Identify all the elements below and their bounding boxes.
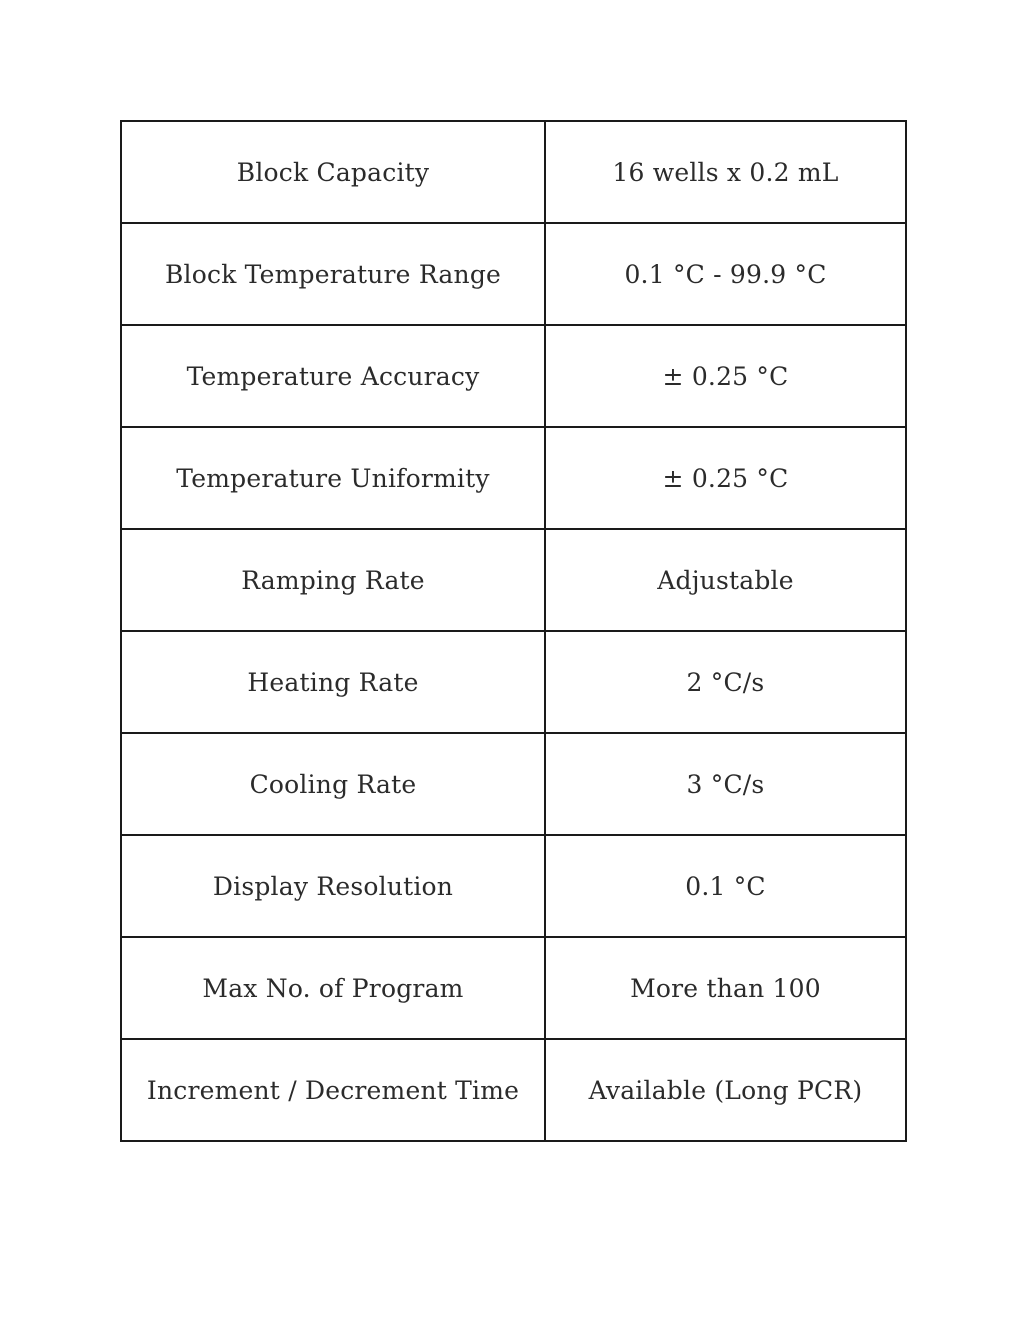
table-row (121, 631, 906, 733)
spec-value-temperature-uniformity: ± 0.25 °C (545, 427, 906, 529)
spec-label-block-capacity: Block Capacity (121, 121, 545, 223)
spec-value-increment-decrement-time: Available (Long PCR) (545, 1039, 906, 1141)
spec-value-display-resolution: 0.1 °C (545, 835, 906, 937)
spec-value-ramping-rate: Adjustable (545, 529, 906, 631)
spec-label-block-temperature-range: Block Temperature Range (121, 223, 545, 325)
table-row (121, 1039, 906, 1141)
spec-value-block-temperature-range: 0.1 °C - 99.9 °C (545, 223, 906, 325)
spec-value-block-capacity: 16 wells x 0.2 mL (545, 121, 906, 223)
spec-label-temperature-accuracy: Temperature Accuracy (121, 325, 545, 427)
specifications-table (120, 120, 907, 1142)
spec-label-increment-decrement-time: Increment / Decrement Time (121, 1039, 545, 1141)
table-row (121, 427, 906, 529)
spec-label-temperature-uniformity: Temperature Uniformity (121, 427, 545, 529)
table-row (121, 835, 906, 937)
spec-value-max-no-of-program: More than 100 (545, 937, 906, 1039)
spec-label-max-no-of-program: Max No. of Program (121, 937, 545, 1039)
table-row (121, 223, 906, 325)
spec-value-temperature-accuracy: ± 0.25 °C (545, 325, 906, 427)
table-row (121, 733, 906, 835)
table-row (121, 937, 906, 1039)
table-row (121, 121, 906, 223)
spec-label-ramping-rate: Ramping Rate (121, 529, 545, 631)
spec-value-heating-rate: 2 °C/s (545, 631, 906, 733)
table-row (121, 529, 906, 631)
spec-label-display-resolution: Display Resolution (121, 835, 545, 937)
table-row (121, 325, 906, 427)
spec-value-cooling-rate: 3 °C/s (545, 733, 906, 835)
spec-label-cooling-rate: Cooling Rate (121, 733, 545, 835)
spec-label-heating-rate: Heating Rate (121, 631, 545, 733)
